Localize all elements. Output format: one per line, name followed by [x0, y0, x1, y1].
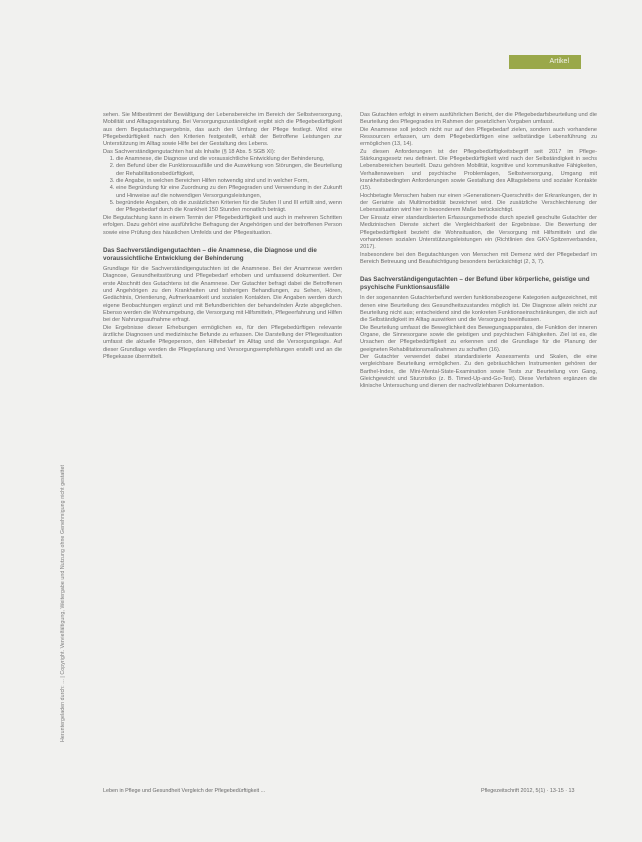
section-heading: Das Sachverständigengutachten – die Anamnese, die Diagnose und die voraussichtliche Entwicklung der Behinderung: [103, 246, 317, 262]
list-item: 1. die Anamnese, die Diagnose und die voraussichtliche Entwicklung der Behinderung,: [116, 156, 342, 163]
paragraph: Der Einsatz einer standardisierten Erfassungsmethode durch speziell geschulte Gutachter der Medizinischen Dienste sichert die Vergleichbarkeit der Ergebnisse. Die Bewertung der Pflegebedürftigkeit bezieht die Wohnsituation, die Versorgung mit Hilfsmitteln und die vorhandenen sozialen Unterstützungsleistungen ein (Richtlinien des GKV-Spitzenverbandes, 2017).: [360, 214, 597, 251]
paragraph: Die Begutachtung kann in einem Termin der Pflegebedürftigkeit und auch in mehreren Schritten erfolgen. Dazu gehört eine ausführliche Befragung der Angehörigen und der betroffenen Person sowie eine Prüfung des häuslichen Umfelds und der Pflegesituation.: [103, 214, 342, 236]
margin-copyright-note: Heruntergeladen durch: ... | Copyright. Vervielfältigung, Weitergabe und Nutzung ohne Genehmigung nicht gestattet: [60, 465, 66, 742]
paragraph: Grundlage für die Sachverständigengutachten ist die Anamnese. Bei der Anamnese werden Diagnose, Gesundheitsstörung und Pflegebedarf erhoben und umfassend dokumentiert. Der erste Abschnitt des Gutachtens ist die Anamnese. Der Gutachter befragt dabei die Betroffenen und Angehörigen zu den Krankheiten und bisherigen Behandlungen, zu Sehen, Hören, Gedächtnis, Orientierung, Aufmerksamkeit und sozialen Kontakten. Die Angaben werden durch eigene Beobachtungen ergänzt und mit Befundberichten der behandelnden Ärzte abgeglichen. Ebenso werden die Wohnumgebung, die Versorgung mit Hilfsmitteln, Pflegeerfahrung und Hilfen bei der Nahrungsaufnahme erfragt.: [103, 265, 342, 324]
paragraph: Das Sachverständigengutachten hat als Inhalte (§ 18 Abs. 5 SGB XI):: [103, 148, 276, 155]
list-item: 2. den Befund über die Funktionsausfälle und die Auswirkung von Störungen, die Beurteilung der Rehabilitationsbedürftigkeit,: [116, 163, 342, 178]
paragraph: In der sogenannten Gutachterbefund werden funktionsbezogene Kategorien aufgezeichnet, mit denen eine Beurteilung des Gesundheitszustandes möglich ist. Die Diagnose allein reicht zur Beurteilung nicht aus; entscheidend sind die konkreten Funktionseinschränkungen, die sich auf die Selbständigkeit im Alltag auswirken und die Versorgung beeinflussen.: [360, 295, 597, 324]
footer-left-text: Leben in Pflege und Gesundheit Vergleich der Pflegebedürftigkeit ...: [103, 788, 266, 794]
section-heading: Das Sachverständigengutachten – der Befund über körperliche, geistige und psychische Funktionsausfälle: [360, 276, 590, 292]
left-column: [103, 112, 342, 361]
paragraph: Die Ergebnisse dieser Erhebungen ermöglichen es, für den Pflegebedürftigen relevante ärztliche Diagnosen und medizinische Befunde zu erfassen. Die Darstellung der Pflegesituation umfasst die aktuelle Pflegeperson, den Hilfebedarf im Alltag und die Versorgungslage. Auf dieser Grundlage werden die Pflegeplanung und Versorgungsempfehlungen erstellt und an die Pflegekasse übermittelt.: [103, 324, 342, 360]
paragraph: Zu diesen Anforderungen ist der Pflegebedürftigkeitsbegriff seit 2017 im Pflege-Stärkungsgesetz neu definiert. Die Pflegebedürftigkeit wird nach der Selbständigkeit in sechs Lebensbereichen beurteilt. Dazu gehören Mobilität, kognitive und kommunikative Fähigkeiten, Verhaltensweisen und psychische Problemlagen, Selbstversorgung, Umgang mit krankheitsbedingten Anforderungen sowie Gestaltung des Alltagslebens und sozialer Kontakte (15).: [360, 148, 597, 192]
list-item: 3. die Angabe, in welchen Bereichen Hilfen notwendig sind und in welcher Form,: [116, 178, 342, 185]
list-item: 4. eine Begründung für eine Zuordnung zu den Pflegegraden und Verwendung in der Zukunft und Hinweise auf die notwendigen Versorgungsleistungen,: [116, 185, 342, 200]
paragraph: Insbesondere bei den Begutachtungen von Menschen mit Demenz wird der Pflegebedarf im Bereich Betreuung und Beaufsichtigung besonders berücksichtigt (2, 3, 7).: [360, 251, 597, 265]
section-tab: Artikel: [509, 55, 581, 69]
paragraph: Die Anamnese soll jedoch nicht nur auf den Pflegebedarf zielen, sondern auch vorhandene Ressourcen erfassen, um dem Pflegebedürftigen eine selbständige Lebensführung zu ermöglichen (13, 14).: [360, 126, 597, 148]
numbered-list: [103, 156, 342, 215]
paragraph: Hochbetagte Menschen haben nur einen »Generationen-Querschnitt« der Erkrankungen, der in der Geriatrie als Multimorbidität bezeichnet wird. Die zusätzliche Verschlechterung der Lebenssituation wird hier in besonderem Maße berücksichtigt.: [360, 192, 597, 214]
list-item: 5. begründete Angaben, ob die zusätzlichen Kriterien für die Stufen II und III erfüllt sind, wenn der Pflegebedarf durch die Krankheit 150 Stunden monatlich beträgt.: [116, 200, 342, 215]
paragraph: Der Gutachter verwendet dabei standardisierte Assessments und Skalen, die eine vergleichbare Beurteilung ermöglichen. Zu den gebräuchlichen Instrumenten gehören der Barthel-Index, die Mini-Mental-State-Examination sowie Tests zur Beurteilung von Gang, Gleichgewicht und Sturzrisiko (z. B. Timed-Up-and-Go-Test). Diese Verfahren ergänzen die klinische Untersuchung und dienen der nachvollziehbaren Dokumentation.: [360, 353, 597, 390]
paragraph: sehen. Sie Mitbestimmt der Bewältigung der Lebensbereiche im Bereich der Selbstversorgung, Mobilität und Alltagsgestaltung. Bei Versorgungszuständigkeit ergibt sich die Pflegebedürftigkeit aus dem Begutachtungsergebnis, das auch den Umfang der Pflege festlegt. Wird eine Pflegebedürftigkeit nach den Kriterien festgestellt, erhält der Betroffene Leistungen zur Unterstützung im Alltag sowie Hilfe bei der Gestaltung des Lebens.: [103, 112, 342, 148]
right-column: [360, 112, 597, 391]
paragraph: Die Beurteilung umfasst die Beweglichkeit des Bewegungsapparates, die Funktion der inneren Organe, die Sinnesorgane sowie die geistigen und psychischen Fähigkeiten. Ziel ist es, die Ursachen der Pflegebedürftigkeit zu erkennen und die Grundlage für die Planung der geeigneten Rehabilitationsmaßnahmen zu schaffen (16).: [360, 324, 597, 353]
paragraph: Das Gutachten erfolgt in einem ausführlichen Bericht, der die Pflegebedarfsbeurteilung und die Beurteilung des Pflegegrades im Rahmen der gesetzlichen Vorgaben umfasst.: [360, 112, 597, 126]
footer-page-reference: Pflegezeitschrift 2012, 5(1) · 13-15 · 13: [481, 788, 575, 794]
